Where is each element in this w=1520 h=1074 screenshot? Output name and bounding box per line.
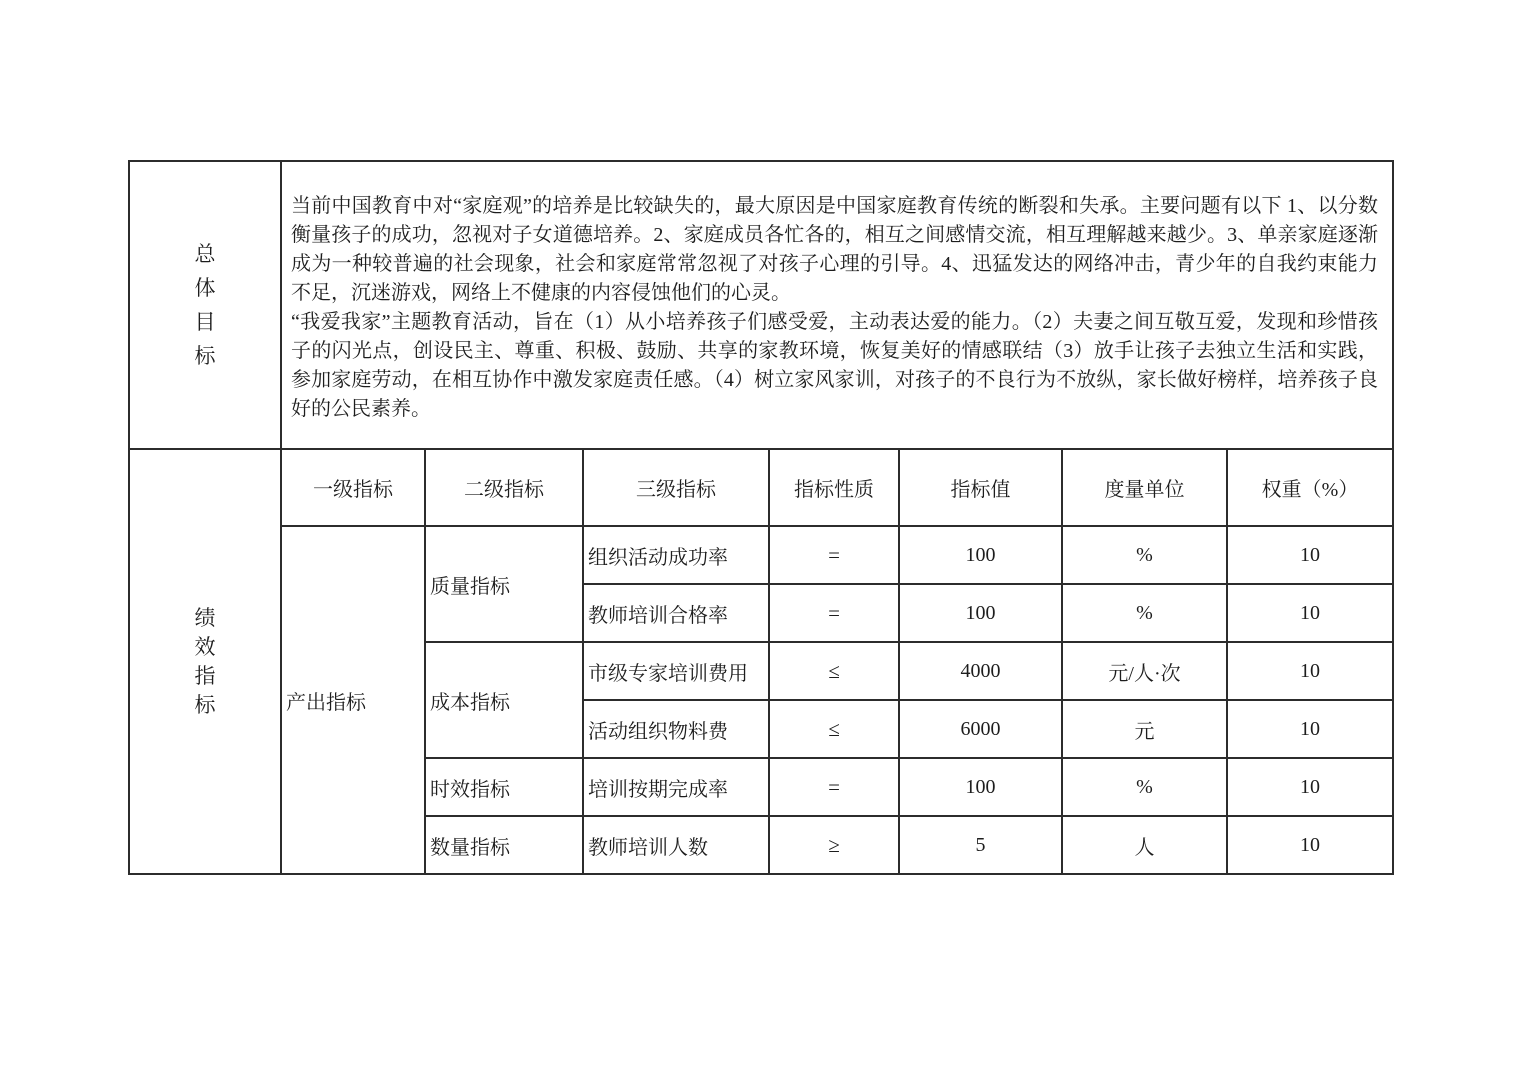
level3-cell: 培训按期完成率: [583, 758, 769, 816]
value-cell: 5: [899, 816, 1062, 874]
level2-cell-quality: 质量指标: [425, 526, 583, 642]
unit-cell: %: [1062, 584, 1227, 642]
header-nature: 指标性质: [769, 449, 899, 526]
level2-cell-cost: 成本指标: [425, 642, 583, 758]
goal-row-label: [130, 241, 280, 368]
performance-indicator-table: [128, 160, 1394, 875]
level2-cell-time: 时效指标: [425, 758, 583, 816]
goal-text: [282, 162, 1392, 434]
goal-label-char: 标: [194, 343, 216, 368]
weight-cell: 10: [1227, 816, 1393, 874]
value-cell: 100: [899, 584, 1062, 642]
header-level1: 一级指标: [281, 449, 425, 526]
weight-cell: 10: [1227, 526, 1393, 584]
perf-label-char: 指: [194, 663, 216, 688]
nature-cell: ≥: [769, 816, 899, 874]
unit-cell: %: [1062, 526, 1227, 584]
level3-cell: 活动组织物料费: [583, 700, 769, 758]
perf-label-char: 绩: [194, 605, 216, 630]
value-cell: 100: [899, 758, 1062, 816]
goal-paragraph-1: 当前中国教育中对“家庭观”的培养是比较缺失的，最大原因是中国家庭教育传统的断裂和失承。主要问题有以下 1、以分数衡量孩子的成功，忽视对子女道德培养。2、家庭成员各忙各的，相互之间感情交流，相互理解越来越少。3、单亲家庭逐渐成为一种较普遍的社会现象，社会和家庭常常忽视了对孩子心理的引导。4、迅猛发达的网络冲击，青少年的自我约束能力不足，沉迷游戏，网络上不健康的内容侵蚀他们的心灵。: [291, 195, 1379, 304]
perf-row-label: [130, 605, 280, 717]
weight-cell: 10: [1227, 758, 1393, 816]
nature-cell: =: [769, 758, 899, 816]
header-unit: 度量单位: [1062, 449, 1227, 526]
goal-paragraph-2: “我爱我家”主题教育活动，旨在（1）从小培养孩子们感受爱，主动表达爱的能力。（2）夫妻之间互敬互爱，发现和珍惜孩子的闪光点，创设民主、尊重、积极、鼓励、共享的家教环境，恢复美好的情感联结（3）放手让孩子去独立生活和实践，参加家庭劳动，在相互协作中激发家庭责任感。（4）树立家风家训，对孩子的不良行为不放纵，家长做好榜样，培养孩子良好的公民素养。: [291, 311, 1379, 420]
unit-cell: 元: [1062, 700, 1227, 758]
level3-cell: 教师培训人数: [583, 816, 769, 874]
goal-text-cell: [281, 161, 1393, 449]
header-level3: 三级指标: [583, 449, 769, 526]
goal-label-char: 体: [194, 275, 216, 300]
perf-header-row: [129, 449, 1393, 526]
goal-row: [129, 161, 1393, 449]
nature-cell: ≤: [769, 642, 899, 700]
level3-cell: 教师培训合格率: [583, 584, 769, 642]
weight-cell: 10: [1227, 642, 1393, 700]
table-row: [129, 526, 1393, 584]
weight-cell: 10: [1227, 584, 1393, 642]
nature-cell: ≤: [769, 700, 899, 758]
perf-label-char: 效: [194, 634, 216, 659]
value-cell: 100: [899, 526, 1062, 584]
level1-cell-output: 产出指标: [281, 526, 425, 874]
perf-label-char: 标: [194, 692, 216, 717]
header-value: 指标值: [899, 449, 1062, 526]
goal-label-char: 目: [194, 309, 216, 334]
level3-cell: 组织活动成功率: [583, 526, 769, 584]
perf-row-label-cell: [129, 449, 281, 874]
goal-label-char: 总: [194, 241, 216, 266]
goal-row-label-cell: [129, 161, 281, 449]
level2-cell-quantity: 数量指标: [425, 816, 583, 874]
header-weight: 权重（%）: [1227, 449, 1393, 526]
header-level2: 二级指标: [425, 449, 583, 526]
value-cell: 6000: [899, 700, 1062, 758]
nature-cell: =: [769, 526, 899, 584]
unit-cell: 元/人·次: [1062, 642, 1227, 700]
value-cell: 4000: [899, 642, 1062, 700]
unit-cell: %: [1062, 758, 1227, 816]
level3-cell: 市级专家培训费用: [583, 642, 769, 700]
weight-cell: 10: [1227, 700, 1393, 758]
unit-cell: 人: [1062, 816, 1227, 874]
nature-cell: =: [769, 584, 899, 642]
